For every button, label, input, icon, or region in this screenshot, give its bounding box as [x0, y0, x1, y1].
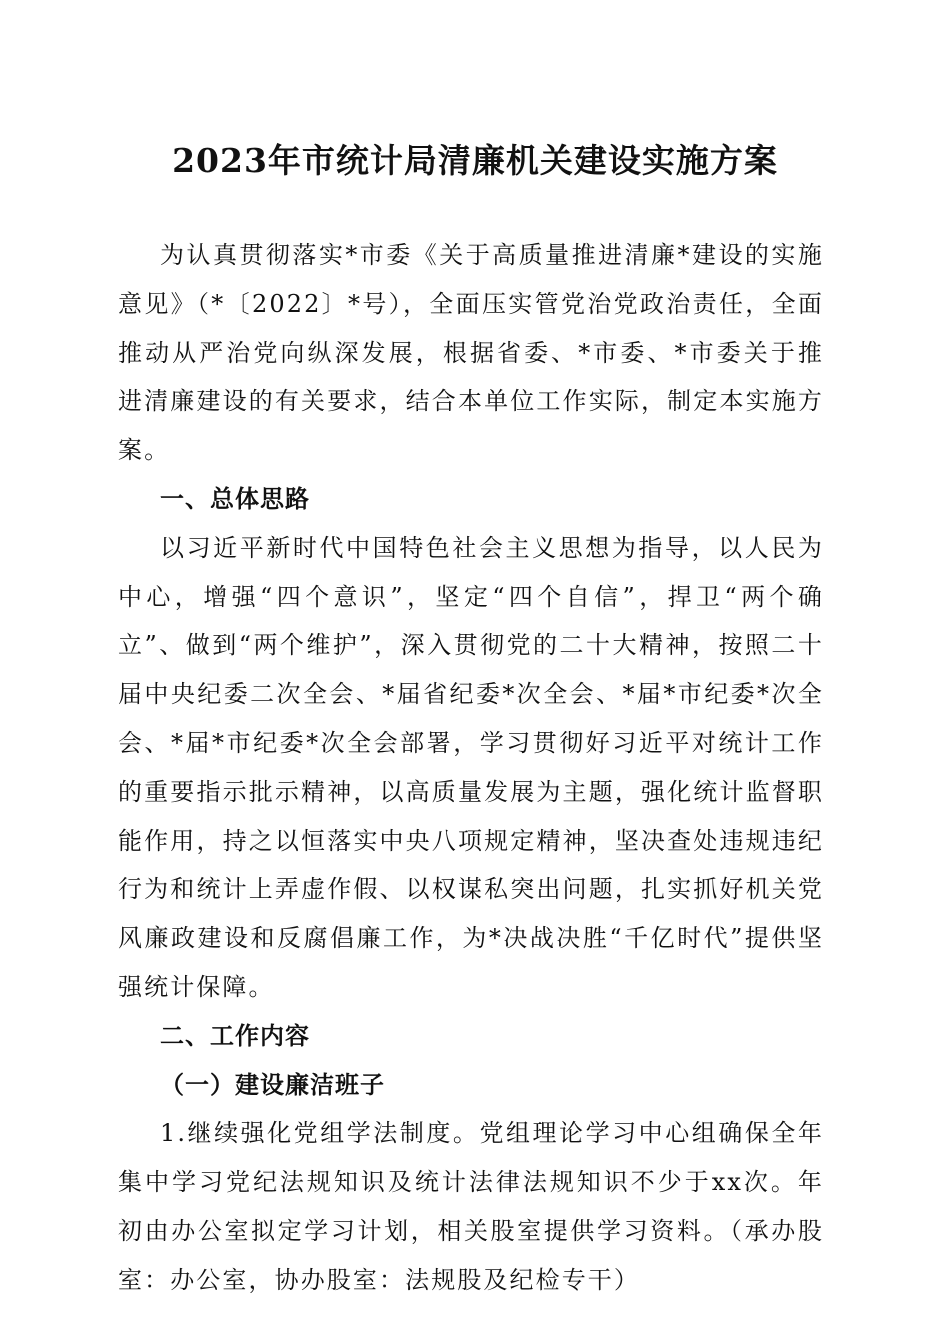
overall-approach-paragraph: 以习近平新时代中国特色社会主义思想为指导，以人民为中心，增强“四个意识”，坚定“四个自信”，捍卫“两个确立”、做到“两个维护”，深入贯彻党的二十大精神，按照二十届中央纪委二次全会、*届省纪委*次全会、*届*市纪委*次全会、*届*市纪委*次全会部署，学习贯彻好习近平对统计工作的重要指示批示精神，以高质量发展为主题，强化统计监督职能作用，持之以恒落实中央八项规定精神，坚决查处违规违纪行为和统计上弄虚作假、以权谋私突出问题，扎实抓好机关党风廉政建设和反腐倡廉工作，为*决战决胜“千亿时代”提供坚强统计保障。: [118, 533, 824, 1001]
document-body: [118, 231, 824, 1305]
item-1-paragraph: 1.继续强化党组学法制度。党组理论学习中心组确保全年集中学习党纪法规知识及统计法律法规知识不少于xx次。年初由办公室拟定学习计划，相关股室提供学习资料。（承办股室：办公室，协办股室：法规股及纪检专干）: [118, 1119, 824, 1294]
document-title: 2023年市统计局清廉机关建设实施方案: [172, 141, 778, 180]
section-heading-overall-approach: 一、总体思路: [160, 484, 310, 513]
section-heading-work-content: 二、工作内容: [160, 1021, 310, 1050]
subsection-heading-clean-leadership: （一）建设廉洁班子: [160, 1069, 385, 1099]
intro-paragraph: 为认真贯彻落实*市委《关于高质量推进清廉*建设的实施意见》（*〔2022〕*号），全面压实管党治党政治责任，全面推动从严治党向纵深发展，根据省委、*市委、*市委关于推进清廉建设的有关要求，结合本单位工作实际，制定本实施方案。: [118, 241, 824, 465]
